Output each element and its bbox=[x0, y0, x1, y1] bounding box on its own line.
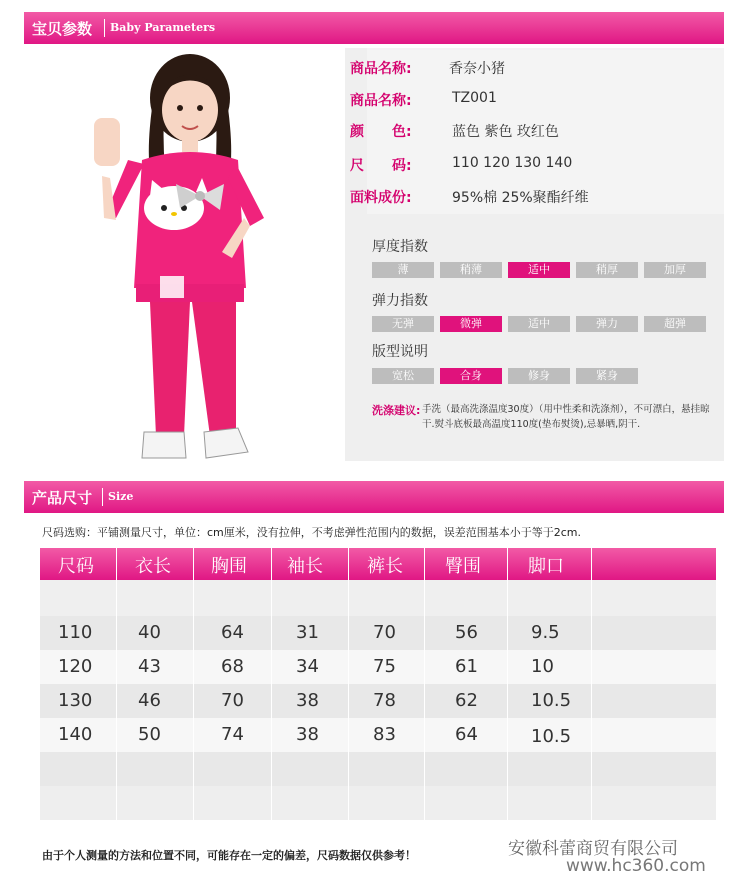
footer-note: 由于个人测量的方法和位置不同，可能存在一定的偏差，尺码数据仅供参考！ bbox=[42, 849, 416, 862]
cell-pants: 70 bbox=[373, 622, 396, 643]
size-header-title: 产品尺寸 bbox=[32, 489, 93, 507]
thickness-title: 厚度指数 bbox=[372, 239, 428, 255]
fit-option: 宽松 bbox=[372, 368, 434, 384]
attr-label-code: 商品名称: bbox=[350, 93, 412, 109]
fit-option-selected: 合身 bbox=[440, 368, 502, 384]
thickness-option: 稍厚 bbox=[576, 262, 638, 278]
column-divider bbox=[193, 548, 194, 820]
col-header-hip: 臀围 bbox=[445, 556, 481, 577]
column-divider bbox=[348, 548, 349, 820]
size-note: 尺码选购：平铺测量尺寸，单位：cm厘米，没有拉伸，不考虑弹性范围内的数据，误差范围基本小于等于2cm. bbox=[42, 526, 582, 539]
cell-cuff: 9.5 bbox=[531, 622, 560, 643]
table-band bbox=[40, 580, 716, 616]
column-divider bbox=[591, 548, 592, 820]
column-divider bbox=[271, 548, 272, 820]
elasticity-option: 适中 bbox=[508, 316, 570, 332]
cell-chest: 74 bbox=[221, 724, 244, 745]
attr-label-fabric: 面料成份: bbox=[350, 190, 412, 206]
attr-label-color: 颜 色: bbox=[350, 124, 412, 140]
attr-label-name: 商品名称: bbox=[350, 61, 412, 77]
col-header-length: 衣长 bbox=[135, 556, 171, 577]
table-band bbox=[40, 786, 716, 820]
elasticity-option-selected: 微弹 bbox=[440, 316, 502, 332]
fit-option: 紧身 bbox=[576, 368, 638, 384]
thickness-option-selected: 适中 bbox=[508, 262, 570, 278]
column-divider bbox=[116, 548, 117, 820]
elasticity-option: 无弹 bbox=[372, 316, 434, 332]
col-header-size: 尺码 bbox=[58, 556, 94, 577]
column-divider bbox=[507, 548, 508, 820]
col-header-chest: 胸围 bbox=[211, 556, 247, 577]
cell-sleeve: 31 bbox=[296, 622, 319, 643]
attr-label-size: 尺 码: bbox=[350, 158, 412, 174]
fit-title: 版型说明 bbox=[372, 344, 428, 360]
attr-value-code: TZ001 bbox=[452, 90, 497, 106]
cell-size: 120 bbox=[58, 656, 93, 677]
cell-cuff: 10.5 bbox=[531, 726, 572, 747]
attr-value-name: 香奈小猪 bbox=[449, 61, 505, 77]
attr-value-fabric: 95%棉 25%聚酯纤维 bbox=[452, 190, 589, 206]
cell-size: 110 bbox=[58, 622, 93, 643]
cell-sleeve: 34 bbox=[296, 656, 319, 677]
cell-sleeve: 38 bbox=[296, 724, 319, 745]
column-divider bbox=[424, 548, 425, 820]
watermark-site: www.hc360.com bbox=[566, 856, 706, 876]
cell-chest: 70 bbox=[221, 690, 244, 711]
elasticity-option: 弹力 bbox=[576, 316, 638, 332]
cell-pants: 78 bbox=[373, 690, 396, 711]
cell-hip: 61 bbox=[455, 656, 478, 677]
cell-hip: 64 bbox=[455, 724, 478, 745]
cell-length: 40 bbox=[138, 622, 161, 643]
elasticity-title: 弹力指数 bbox=[372, 293, 428, 309]
cell-sleeve: 38 bbox=[296, 690, 319, 711]
col-header-sleeve: 袖长 bbox=[287, 556, 323, 577]
cell-pants: 75 bbox=[373, 656, 396, 677]
girl-illustration bbox=[24, 48, 345, 461]
cell-size: 130 bbox=[58, 690, 93, 711]
attr-value-color: 蓝色 紫色 玫红色 bbox=[452, 124, 559, 140]
params-header-title: 宝贝参数 bbox=[32, 20, 93, 38]
attr-value-size: 110 120 130 140 bbox=[452, 155, 573, 171]
thickness-option: 加厚 bbox=[644, 262, 706, 278]
params-header-bar bbox=[24, 12, 724, 44]
watermark-company: 安徽科蕾商贸有限公司 bbox=[508, 839, 678, 859]
thickness-option: 薄 bbox=[372, 262, 434, 278]
cell-pants: 83 bbox=[373, 724, 396, 745]
cell-chest: 68 bbox=[221, 656, 244, 677]
product-photo bbox=[24, 48, 345, 461]
cell-chest: 64 bbox=[221, 622, 244, 643]
header-divider bbox=[104, 19, 105, 37]
header-divider bbox=[102, 488, 103, 506]
col-header-pants: 裤长 bbox=[367, 556, 403, 577]
size-header-bar bbox=[24, 481, 724, 513]
cell-length: 50 bbox=[138, 724, 161, 745]
cell-cuff: 10.5 bbox=[531, 690, 572, 711]
table-band bbox=[40, 752, 716, 786]
thickness-option: 稍薄 bbox=[440, 262, 502, 278]
cell-length: 43 bbox=[138, 656, 161, 677]
fit-option: 修身 bbox=[508, 368, 570, 384]
params-header-subtitle: Baby Parameters bbox=[110, 21, 216, 34]
elasticity-option: 超弹 bbox=[644, 316, 706, 332]
wash-instructions: 手洗（最高洗涤温度30度）（用中性柔和洗涤剂），不可漂白，悬挂晾干.熨斗底板最高温度110度(垫布熨烫),忌暴晒,阴干. bbox=[422, 404, 710, 430]
size-header-subtitle: Size bbox=[108, 490, 134, 503]
cell-hip: 62 bbox=[455, 690, 478, 711]
cell-cuff: 10 bbox=[531, 656, 554, 677]
wash-label: 洗涤建议: bbox=[372, 404, 421, 417]
cell-size: 140 bbox=[58, 724, 93, 745]
cell-hip: 56 bbox=[455, 622, 478, 643]
col-header-cuff: 脚口 bbox=[528, 556, 564, 577]
cell-length: 46 bbox=[138, 690, 161, 711]
